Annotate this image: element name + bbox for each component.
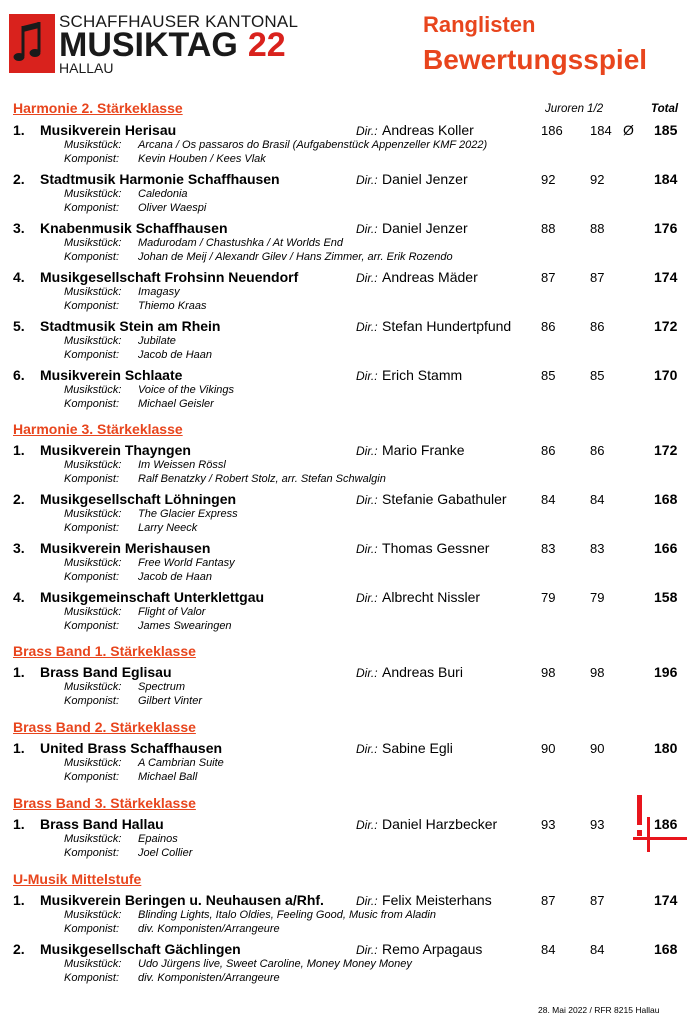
entry-rank: 4.: [13, 589, 25, 605]
band-name: United Brass Schaffhausen: [40, 740, 223, 756]
piece-title: Udo Jürgens live, Sweet Caroline, Money Money Money: [138, 958, 412, 970]
composer-name: div. Komponisten/Arrangeure: [138, 923, 280, 935]
jury-score-1: 88: [541, 221, 556, 236]
band-name: Musikverein Thayngen: [40, 442, 191, 458]
piece-line: [64, 681, 185, 693]
director-label: Dir.:: [356, 320, 378, 334]
composer-line: [64, 251, 453, 263]
jury-score-1: 93: [541, 817, 556, 832]
logo-title: MUSIKTAG: [59, 26, 238, 64]
director-label: Dir.:: [356, 894, 378, 908]
director-name: Stefan Hundertpfund: [382, 318, 512, 334]
director-label: Dir.:: [356, 124, 378, 138]
ranking-entry: [0, 491, 698, 534]
band-name: Knabenmusik Schaffhausen: [40, 220, 228, 236]
composer-line: [64, 571, 212, 583]
musikstueck-label: Musikstück:: [64, 681, 122, 693]
piece-line: [64, 833, 178, 845]
director-label: Dir.:: [356, 818, 378, 832]
jury-score-2: 79: [590, 590, 605, 605]
director-name: Daniel Jenzer: [382, 171, 468, 187]
director: [356, 442, 464, 460]
music-note-logo-icon: [9, 14, 55, 73]
piece-line: [64, 188, 188, 200]
director-name: Erich Stamm: [382, 367, 463, 383]
komponist-label: Komponist:: [64, 473, 120, 485]
director-name: Sabine Egli: [382, 740, 453, 756]
musikstueck-label: Musikstück:: [64, 833, 122, 845]
column-header-total: Total: [651, 103, 679, 115]
composer-name: Michael Geisler: [138, 398, 214, 410]
jury-score-1: 92: [541, 172, 556, 187]
ranking-entry: [0, 442, 698, 485]
logo-line3: HALLAU: [59, 60, 114, 76]
band-name: Musikverein Beringen u. Neuhausen a/Rhf.: [40, 892, 324, 908]
musikstueck-label: Musikstück:: [64, 508, 122, 520]
director: [356, 367, 462, 385]
total-score: 168: [654, 491, 678, 507]
piece-line: [64, 237, 343, 249]
band-name: Musikverein Schlaate: [40, 367, 183, 383]
composer-name: James Swearingen: [138, 620, 232, 632]
band-name: Musikgemeinschaft Unterklettgau: [40, 589, 265, 605]
piece-line: [64, 557, 235, 569]
total-score: 158: [654, 589, 678, 605]
director-name: Stefanie Gabathuler: [382, 491, 507, 507]
jury-score-2: 85: [590, 368, 605, 383]
piece-title: Arcana / Os passaros do Brasil (Aufgabenstück Appenzeller KMF 2022): [138, 139, 488, 151]
total-score: 184: [654, 171, 678, 187]
piece-line: [64, 286, 180, 298]
composer-name: Oliver Waespi: [138, 202, 207, 214]
komponist-label: Komponist:: [64, 202, 120, 214]
director-label: Dir.:: [356, 742, 378, 756]
komponist-label: Komponist:: [64, 398, 120, 410]
musikstueck-label: Musikstück:: [64, 237, 122, 249]
composer-line: [64, 695, 202, 707]
piece-line: [64, 335, 176, 347]
komponist-label: Komponist:: [64, 522, 120, 534]
director-name: Mario Franke: [382, 442, 465, 458]
musikstueck-label: Musikstück:: [64, 958, 122, 970]
director-label: Dir.:: [356, 271, 378, 285]
jury-score-2: 84: [590, 942, 605, 957]
total-score: 186: [654, 816, 678, 832]
entry-rank: 2.: [13, 941, 25, 957]
director: [356, 816, 497, 834]
piece-line: [64, 909, 436, 921]
director: [356, 941, 482, 959]
logo-year: 22: [247, 26, 286, 64]
composer-line: [64, 153, 266, 165]
director-name: Daniel Harzbecker: [382, 816, 498, 832]
composer-line: [64, 923, 280, 935]
jury-score-2: 98: [590, 665, 605, 680]
band-name: Stadtmusik Harmonie Schaffhausen: [40, 171, 280, 187]
musikstueck-label: Musikstück:: [64, 384, 122, 396]
band-name: Brass Band Eglisau: [40, 664, 172, 680]
band-name: Brass Band Hallau: [40, 816, 164, 832]
composer-name: Jacob de Haan: [138, 349, 212, 361]
composer-line: [64, 349, 212, 361]
jury-score-2: 87: [590, 270, 605, 285]
section-title: U-Musik Mittelstufe: [13, 871, 142, 887]
band-name: Musikverein Merishausen: [40, 540, 211, 556]
director: [356, 122, 474, 140]
section-title: Brass Band 2. Stärkeklasse: [13, 719, 196, 735]
jury-score-1: 86: [541, 443, 556, 458]
entry-rank: 1.: [13, 816, 25, 832]
director: [356, 664, 463, 682]
composer-line: [64, 202, 206, 214]
jury-score-2: 86: [590, 443, 605, 458]
section-title: Harmonie 2. Stärkeklasse: [13, 100, 183, 116]
composer-name: div. Komponisten/Arrangeure: [138, 972, 280, 984]
ranking-entry: [0, 171, 698, 214]
komponist-label: Komponist:: [64, 847, 120, 859]
composer-name: Thiemo Kraas: [138, 300, 207, 312]
total-score: 168: [654, 941, 678, 957]
director-label: Dir.:: [356, 369, 378, 383]
director-label: Dir.:: [356, 591, 378, 605]
jury-score-2: 87: [590, 893, 605, 908]
piece-line: [64, 459, 226, 471]
director: [356, 491, 507, 509]
director-name: Felix Meisterhans: [382, 892, 492, 908]
jury-score-2: 84: [590, 492, 605, 507]
jury-score-2: 83: [590, 541, 605, 556]
entry-rank: 1.: [13, 442, 25, 458]
komponist-label: Komponist:: [64, 695, 120, 707]
musikstueck-label: Musikstück:: [64, 909, 122, 921]
director: [356, 892, 492, 910]
composer-name: Michael Ball: [138, 771, 198, 783]
page-title-ranglisten: Ranglisten: [423, 12, 536, 37]
total-score: 172: [654, 318, 678, 334]
komponist-label: Komponist:: [64, 771, 120, 783]
logo-line2: [59, 28, 286, 62]
band-name: Musikverein Herisau: [40, 122, 177, 138]
director: [356, 318, 511, 336]
entry-rank: 1.: [13, 664, 25, 680]
piece-line: [64, 606, 205, 618]
entry-rank: 6.: [13, 367, 25, 383]
jury-score-1: 79: [541, 590, 556, 605]
piece-title: Epainos: [138, 833, 178, 845]
entry-rank: 5.: [13, 318, 25, 334]
director-name: Andreas Mäder: [382, 269, 478, 285]
total-score: 166: [654, 540, 678, 556]
musikstueck-label: Musikstück:: [64, 557, 122, 569]
page-title-bewertungsspiel: Bewertungsspiel: [423, 44, 648, 75]
piece-title: Im Weissen Rössl: [138, 459, 226, 471]
composer-name: Joel Collier: [138, 847, 193, 859]
director-label: Dir.:: [356, 444, 378, 458]
entry-rank: 2.: [13, 491, 25, 507]
band-name: Musikgesellschaft Löhningen: [40, 491, 237, 507]
jury-score-1: 90: [541, 741, 556, 756]
composer-line: [64, 398, 214, 410]
composer-line: [64, 847, 192, 859]
director-label: Dir.:: [356, 222, 378, 236]
director-name: Andreas Koller: [382, 122, 474, 138]
total-score: 174: [654, 269, 678, 285]
composer-name: Johan de Meij / Alexandr Gilev / Hans Zimmer, arr. Erik Rozendo: [138, 251, 453, 263]
director: [356, 540, 489, 558]
composer-name: Gilbert Vinter: [138, 695, 202, 707]
column-header-juroren: Juroren 1/2: [545, 103, 604, 115]
musikstueck-label: Musikstück:: [64, 188, 122, 200]
footer-note: 28. Mai 2022 / RFR 8215 Hallau: [538, 1005, 660, 1015]
total-score: 196: [654, 664, 678, 680]
composer-name: Larry Neeck: [138, 522, 198, 534]
director-label: Dir.:: [356, 943, 378, 957]
komponist-label: Komponist:: [64, 349, 120, 361]
musikstueck-label: Musikstück:: [64, 335, 122, 347]
ranking-entry: [0, 740, 698, 783]
composer-name: Kevin Houben / Kees Vlak: [138, 153, 266, 165]
ranking-entry: [0, 220, 698, 263]
total-score: 174: [654, 892, 678, 908]
ranking-entry: [0, 269, 698, 312]
director: [356, 220, 468, 238]
piece-title: Madurodam / Chastushka / At Worlds End: [138, 237, 344, 249]
total-score: 180: [654, 740, 678, 756]
composer-line: [64, 300, 206, 312]
ranking-entry: [0, 664, 698, 707]
komponist-label: Komponist:: [64, 153, 120, 165]
director-name: Thomas Gessner: [382, 540, 490, 556]
director-name: Remo Arpagaus: [382, 941, 483, 957]
piece-line: [64, 757, 224, 769]
average-symbol: Ø: [623, 122, 634, 138]
piece-line: [64, 384, 234, 396]
jury-score-1: 87: [541, 270, 556, 285]
jury-score-2: 86: [590, 319, 605, 334]
jury-score-1: 86: [541, 319, 556, 334]
entry-rank: 1.: [13, 122, 25, 138]
director: [356, 171, 468, 189]
section-title: Brass Band 3. Stärkeklasse: [13, 795, 196, 811]
exclamation-mark-icon: [632, 794, 688, 852]
musikstueck-label: Musikstück:: [64, 757, 122, 769]
entry-rank: 3.: [13, 540, 25, 556]
ranking-entry: [0, 122, 698, 165]
total-score: 172: [654, 442, 678, 458]
komponist-label: Komponist:: [64, 251, 120, 263]
piece-title: Voice of the Vikings: [138, 384, 235, 396]
ranking-entry: [0, 318, 698, 361]
director: [356, 269, 478, 287]
director-label: Dir.:: [356, 542, 378, 556]
piece-title: Free World Fantasy: [138, 557, 235, 569]
piece-line: [64, 508, 238, 520]
musikstueck-label: Musikstück:: [64, 606, 122, 618]
jury-score-1: 83: [541, 541, 556, 556]
jury-score-1: 84: [541, 492, 556, 507]
director-label: Dir.:: [356, 173, 378, 187]
band-name: Musikgesellschaft Gächlingen: [40, 941, 241, 957]
jury-score-2: 90: [590, 741, 605, 756]
composer-line: [64, 522, 197, 534]
ranking-entry: [0, 892, 698, 935]
director-name: Albrecht Nissler: [382, 589, 481, 605]
section-title: Brass Band 1. Stärkeklasse: [13, 643, 196, 659]
event-logo: [9, 11, 299, 76]
piece-line: [64, 139, 487, 151]
composer-line: [64, 771, 197, 783]
komponist-label: Komponist:: [64, 972, 120, 984]
piece-title: The Glacier Express: [138, 508, 238, 520]
ranking-entry: [0, 540, 698, 583]
komponist-label: Komponist:: [64, 571, 120, 583]
jury-score-2: 93: [590, 817, 605, 832]
section-title: Harmonie 3. Stärkeklasse: [13, 421, 183, 437]
director-label: Dir.:: [356, 666, 378, 680]
entry-rank: 1.: [13, 740, 25, 756]
entry-rank: 3.: [13, 220, 25, 236]
band-name: Musikgesellschaft Frohsinn Neuendorf: [40, 269, 299, 285]
director-name: Daniel Jenzer: [382, 220, 468, 236]
piece-title: A Cambrian Suite: [138, 757, 224, 769]
musikstueck-label: Musikstück:: [64, 139, 122, 151]
piece-title: Flight of Valor: [138, 606, 206, 618]
entry-rank: 4.: [13, 269, 25, 285]
jury-score-1: 98: [541, 665, 556, 680]
piece-title: Jubilate: [138, 335, 176, 347]
entry-rank: 1.: [13, 892, 25, 908]
composer-name: Ralf Benatzky / Robert Stolz, arr. Stefan Schwalgin: [138, 473, 386, 485]
musikstueck-label: Musikstück:: [64, 286, 122, 298]
total-score: 176: [654, 220, 678, 236]
piece-title: Imagasy: [138, 286, 180, 298]
piece-line: [64, 958, 412, 970]
piece-title: Caledonia: [138, 188, 188, 200]
komponist-label: Komponist:: [64, 300, 120, 312]
jury-score-1: 186: [541, 123, 563, 138]
jury-score-2: 88: [590, 221, 605, 236]
director-name: Andreas Buri: [382, 664, 463, 680]
ranking-entry: [0, 941, 698, 984]
ranking-entry: [0, 816, 698, 859]
piece-title: Spectrum: [138, 681, 186, 693]
ranking-entry: [0, 367, 698, 410]
composer-line: [64, 620, 232, 632]
total-score: 170: [654, 367, 678, 383]
logo-line1: SCHAFFHAUSER KANTONAL: [59, 12, 299, 31]
jury-score-1: 85: [541, 368, 556, 383]
jury-score-2: 184: [590, 123, 612, 138]
jury-score-1: 84: [541, 942, 556, 957]
director: [356, 589, 480, 607]
jury-score-1: 87: [541, 893, 556, 908]
entry-rank: 2.: [13, 171, 25, 187]
composer-line: [64, 473, 386, 485]
komponist-label: Komponist:: [64, 923, 120, 935]
band-name: Stadtmusik Stein am Rhein: [40, 318, 221, 334]
piece-title: Blinding Lights, Italo Oldies, Feeling Good, Music from Aladin: [138, 909, 436, 921]
director-label: Dir.:: [356, 493, 378, 507]
komponist-label: Komponist:: [64, 620, 120, 632]
director: [356, 740, 453, 758]
composer-name: Jacob de Haan: [138, 571, 212, 583]
total-score: 185: [654, 122, 678, 138]
musikstueck-label: Musikstück:: [64, 459, 122, 471]
ranking-entry: [0, 589, 698, 632]
jury-score-2: 92: [590, 172, 605, 187]
composer-line: [64, 972, 280, 984]
